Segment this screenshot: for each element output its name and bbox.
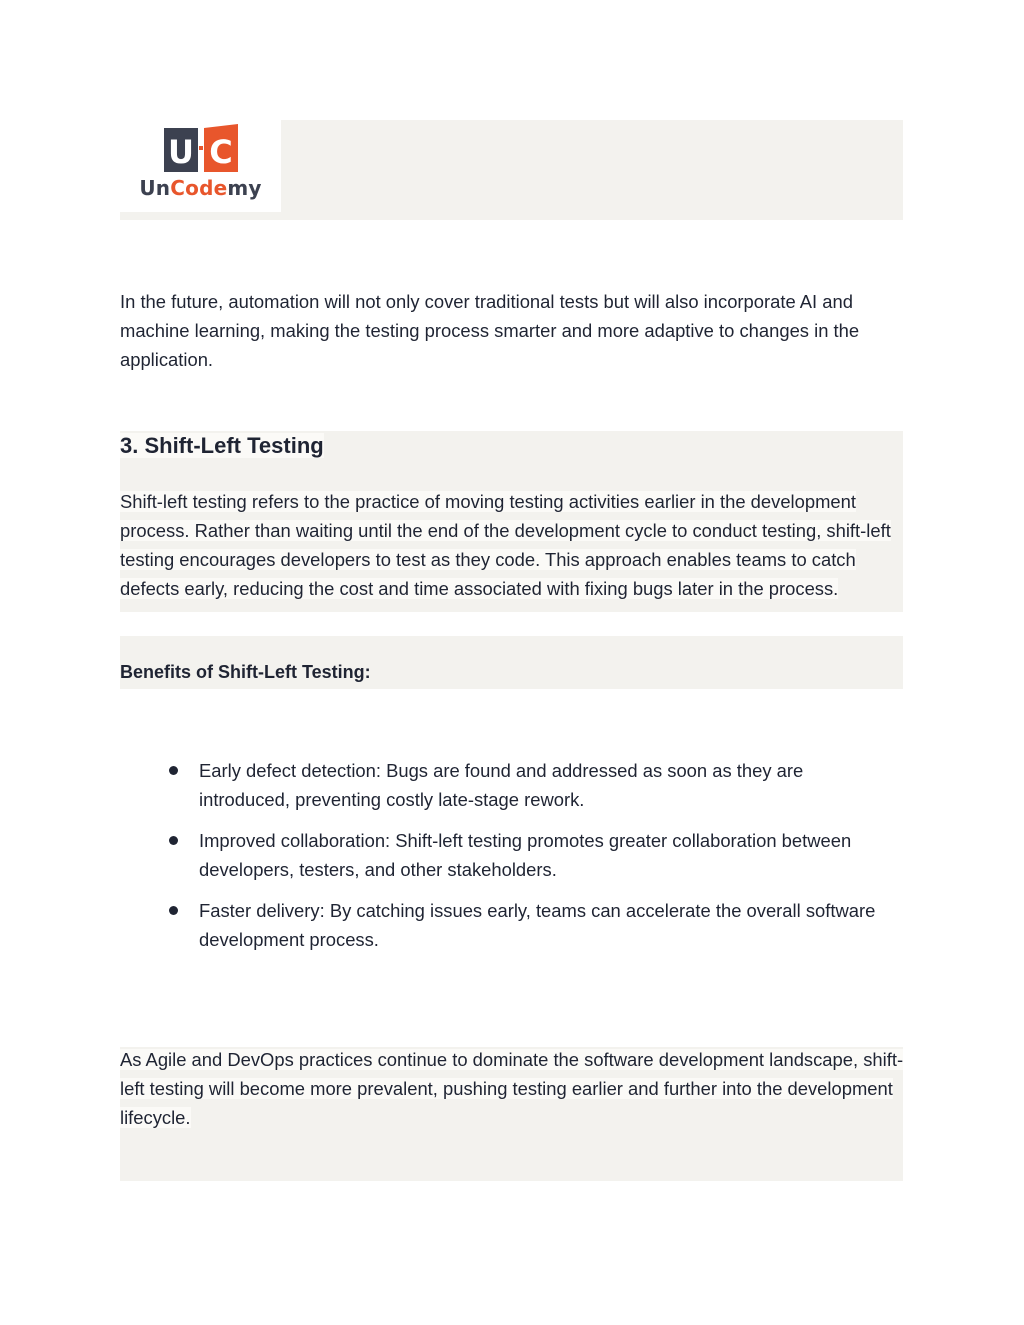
list-item — [120, 756, 889, 814]
closing-paragraph — [120, 1045, 910, 1132]
closing-paragraph-text: As Agile and DevOps practices continue to dominate the software development landscape, shift-left testing will become more prevalent, pushing testing earlier and further into the development lifecycle. — [120, 1049, 904, 1128]
logo-wordmark — [120, 176, 281, 200]
section-paragraph-text: Shift-left testing refers to the practice of moving testing activities earlier in the development process. Rather than waiting until the end of the development cycle to conduct testing, shift-left testing encourages developers to test as they code. This approach enables teams to catch defects early, reducing the cost and time associated with fixing bugs later in the process. — [120, 491, 891, 599]
logo-word-part2: Code — [170, 176, 228, 200]
logo-mark-left: U — [168, 133, 194, 171]
section-heading — [120, 430, 324, 462]
logo-word-part1: Un — [139, 176, 171, 200]
logo — [120, 120, 281, 212]
intro-paragraph: In the future, automation will not only cover traditional tests but will also incorporate AI and machine learning, making the testing process smarter and more adaptive to changes in the application. — [120, 291, 860, 370]
list-item-text: Improved collaboration: Shift-left testing promotes greater collaboration between developers, testers, and other stakeholders. — [199, 830, 852, 880]
bullet-icon — [169, 766, 178, 775]
section-heading-text: 3. Shift-Left Testing — [120, 433, 324, 458]
list-item-text: Early defect detection: Bugs are found and addressed as soon as they are introduced, preventing costly late-stage rework. — [199, 760, 804, 810]
bullet-icon — [169, 836, 178, 845]
benefits-list — [120, 756, 910, 966]
section-paragraph — [120, 487, 910, 603]
uncodemy-logo-icon — [164, 124, 238, 172]
bullet-icon — [169, 906, 178, 915]
list-item — [120, 896, 889, 954]
benefits-heading: Benefits of Shift-Left Testing: — [120, 662, 371, 682]
list-item-text: Faster delivery: By catching issues early, teams can accelerate the overall software development process. — [199, 900, 876, 950]
logo-word-part3: my — [227, 176, 262, 200]
list-item — [120, 826, 889, 884]
logo-mark-right: C — [209, 133, 233, 171]
